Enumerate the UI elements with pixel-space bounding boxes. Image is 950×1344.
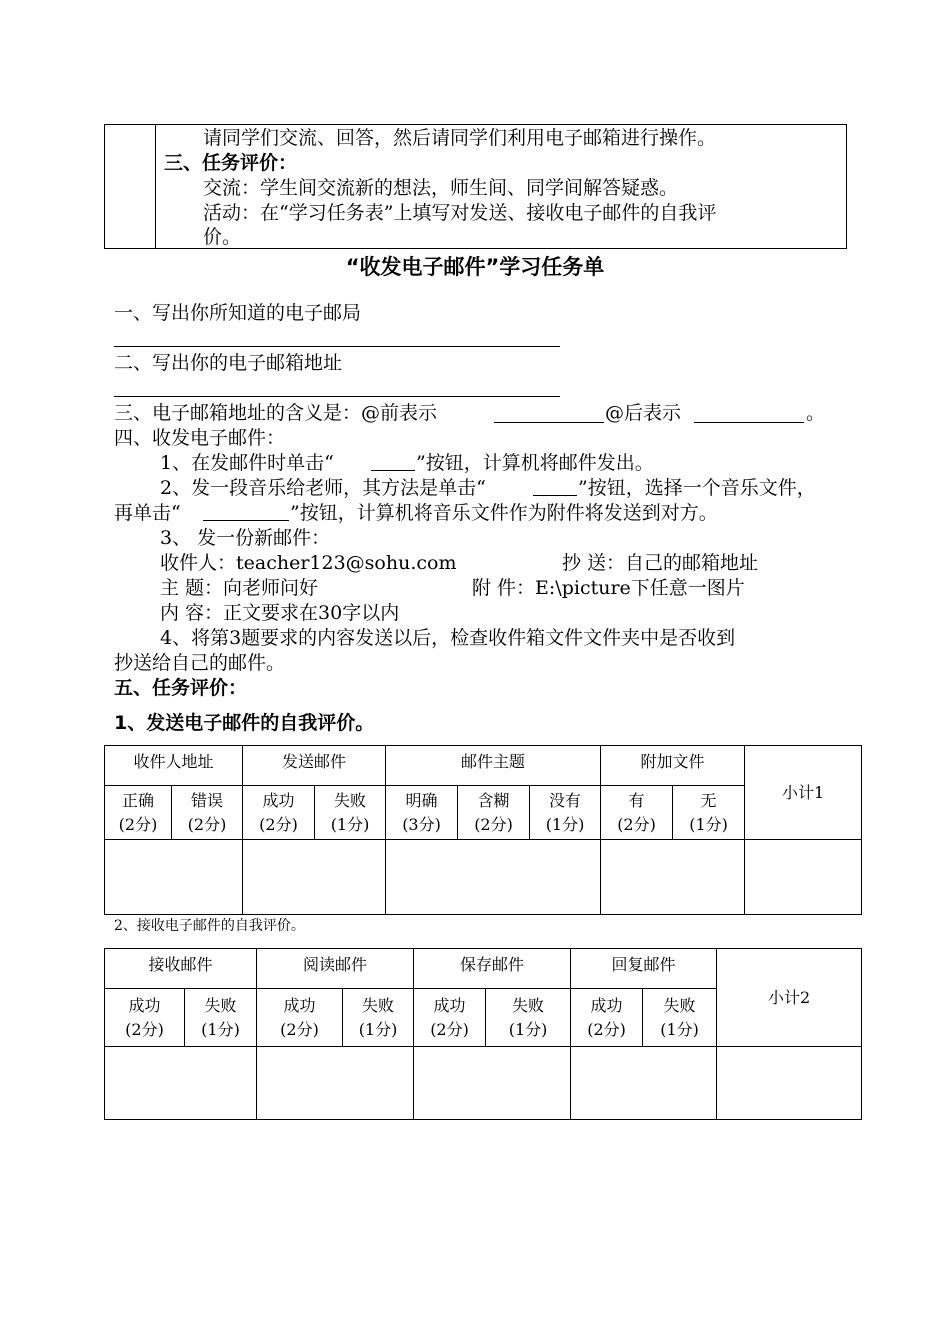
col-header: 成功 (2分)	[243, 786, 315, 840]
blank-before-at[interactable]	[494, 422, 604, 423]
input-cell-read[interactable]	[257, 1047, 414, 1120]
section-1: 一、写出你所知道的电子邮局	[114, 302, 362, 324]
group-read-mail: 阅读邮件	[257, 949, 414, 989]
input-cell-save[interactable]	[414, 1047, 571, 1120]
section-5-heading: 五、任务评价：	[114, 677, 248, 699]
box-line-3: 活动：在“学习任务表”上填写对发送、接收电子邮件的自我评	[203, 202, 717, 224]
group-attachment: 附加文件	[601, 746, 745, 786]
input-cell-subtotal-1[interactable]	[745, 840, 862, 915]
item-2-a: 2、发一段音乐给老师，其方法是单击“	[160, 477, 486, 499]
group-recipient-address: 收件人地址	[105, 746, 243, 786]
item-2-b: ”按钮，选择一个音乐文件，	[578, 477, 816, 499]
subtotal-1-header	[745, 746, 862, 840]
input-cell-receive[interactable]	[105, 1047, 257, 1120]
box-line-2: 交流：学生间交流新的想法，师生间、同学间解答疑惑。	[203, 177, 679, 199]
input-cell-subtotal-2[interactable]	[717, 1047, 862, 1120]
col-header: 成功 (2分)	[105, 989, 185, 1047]
item-1-b: ”按钮，计算机将邮件发出。	[416, 452, 654, 474]
input-cell-recipient[interactable]	[105, 840, 243, 915]
answer-line-1[interactable]	[114, 346, 560, 347]
box-heading: 三、任务评价：	[164, 152, 298, 174]
col-header: 失败 (1分)	[643, 989, 717, 1047]
input-cell-subject[interactable]	[386, 840, 601, 915]
table-1-caption: 1、发送电子邮件的自我评价。	[114, 712, 375, 734]
col-header: 成功 (2分)	[257, 989, 343, 1047]
col-header: 成功 (2分)	[414, 989, 486, 1047]
box-line-1: 请同学们交流、回答，然后请同学们利用电子邮箱进行操作。	[203, 127, 717, 149]
cc-line: 抄 送：自己的邮箱地址	[562, 552, 759, 574]
col-header: 无 (1分)	[673, 786, 745, 840]
answer-line-2[interactable]	[114, 396, 560, 397]
content-line: 内 容：正文要求在30字以内	[160, 602, 400, 624]
section-3-prefix: 三、电子邮箱地址的含义是：@前表示	[114, 402, 438, 424]
col-header: 失败 (1分)	[185, 989, 257, 1047]
col-header: 含糊 (2分)	[458, 786, 530, 840]
attachment-line: 附 件：E:\picture下任意一图片	[472, 577, 745, 599]
section-3-middle: @后表示	[605, 402, 682, 424]
blank-send-button[interactable]	[371, 470, 415, 471]
subtotal-1-label: 小计1	[781, 782, 825, 802]
col-header: 错误 (2分)	[172, 786, 243, 840]
item-2-c: 再单击“	[114, 502, 181, 524]
send-evaluation-table	[104, 745, 862, 915]
item-3: 3、 发一份新邮件：	[160, 527, 331, 549]
blank-attach-button[interactable]	[533, 495, 577, 496]
item-1-a: 1、在发邮件时单击“	[160, 452, 334, 474]
col-header: 有 (2分)	[601, 786, 673, 840]
box-divider	[155, 125, 156, 248]
recipient-line: 收件人：teacher123@sohu.com	[160, 552, 457, 574]
blank-after-at[interactable]	[694, 422, 804, 423]
section-2: 二、写出你的电子邮箱地址	[114, 352, 343, 374]
subject-line: 主 题：向老师问好	[160, 577, 319, 599]
section-3-suffix: 。	[806, 402, 826, 424]
col-header: 成功 (2分)	[571, 989, 643, 1047]
col-header: 明确 (3分)	[386, 786, 458, 840]
col-header: 失败 (1分)	[343, 989, 414, 1047]
group-send-mail: 发送邮件	[243, 746, 386, 786]
blank-confirm-button[interactable]	[203, 520, 289, 521]
subtotal-2-label: 小计2	[767, 987, 811, 1007]
col-header: 失败 (1分)	[315, 786, 386, 840]
page-title: “收发电子邮件”学习任务单	[345, 255, 605, 279]
section-4-heading: 四、收发电子邮件：	[114, 427, 286, 449]
input-cell-attachment[interactable]	[601, 840, 745, 915]
box-line-4: 价。	[203, 226, 242, 248]
table-2-caption: 2、接收电子邮件的自我评价。	[114, 918, 305, 934]
group-receive-mail: 接收邮件	[105, 949, 257, 989]
col-header: 没有 (1分)	[530, 786, 601, 840]
subtotal-2-header	[717, 949, 862, 1047]
receive-evaluation-table	[104, 948, 862, 1120]
group-save-mail: 保存邮件	[414, 949, 571, 989]
item-4-a: 4、将第3题要求的内容发送以后，检查收件箱文件文件夹中是否收到	[160, 627, 736, 649]
group-reply-mail: 回复邮件	[571, 949, 717, 989]
item-4-b: 抄送给自己的邮件。	[114, 652, 286, 674]
item-2-d: ”按钮，计算机将音乐文件作为附件将发送到对方。	[290, 502, 718, 524]
col-header: 正确 (2分)	[105, 786, 172, 840]
group-mail-subject: 邮件主题	[386, 746, 601, 786]
input-cell-send[interactable]	[243, 840, 386, 915]
input-cell-reply[interactable]	[571, 1047, 717, 1120]
col-header: 失败 (1分)	[486, 989, 571, 1047]
